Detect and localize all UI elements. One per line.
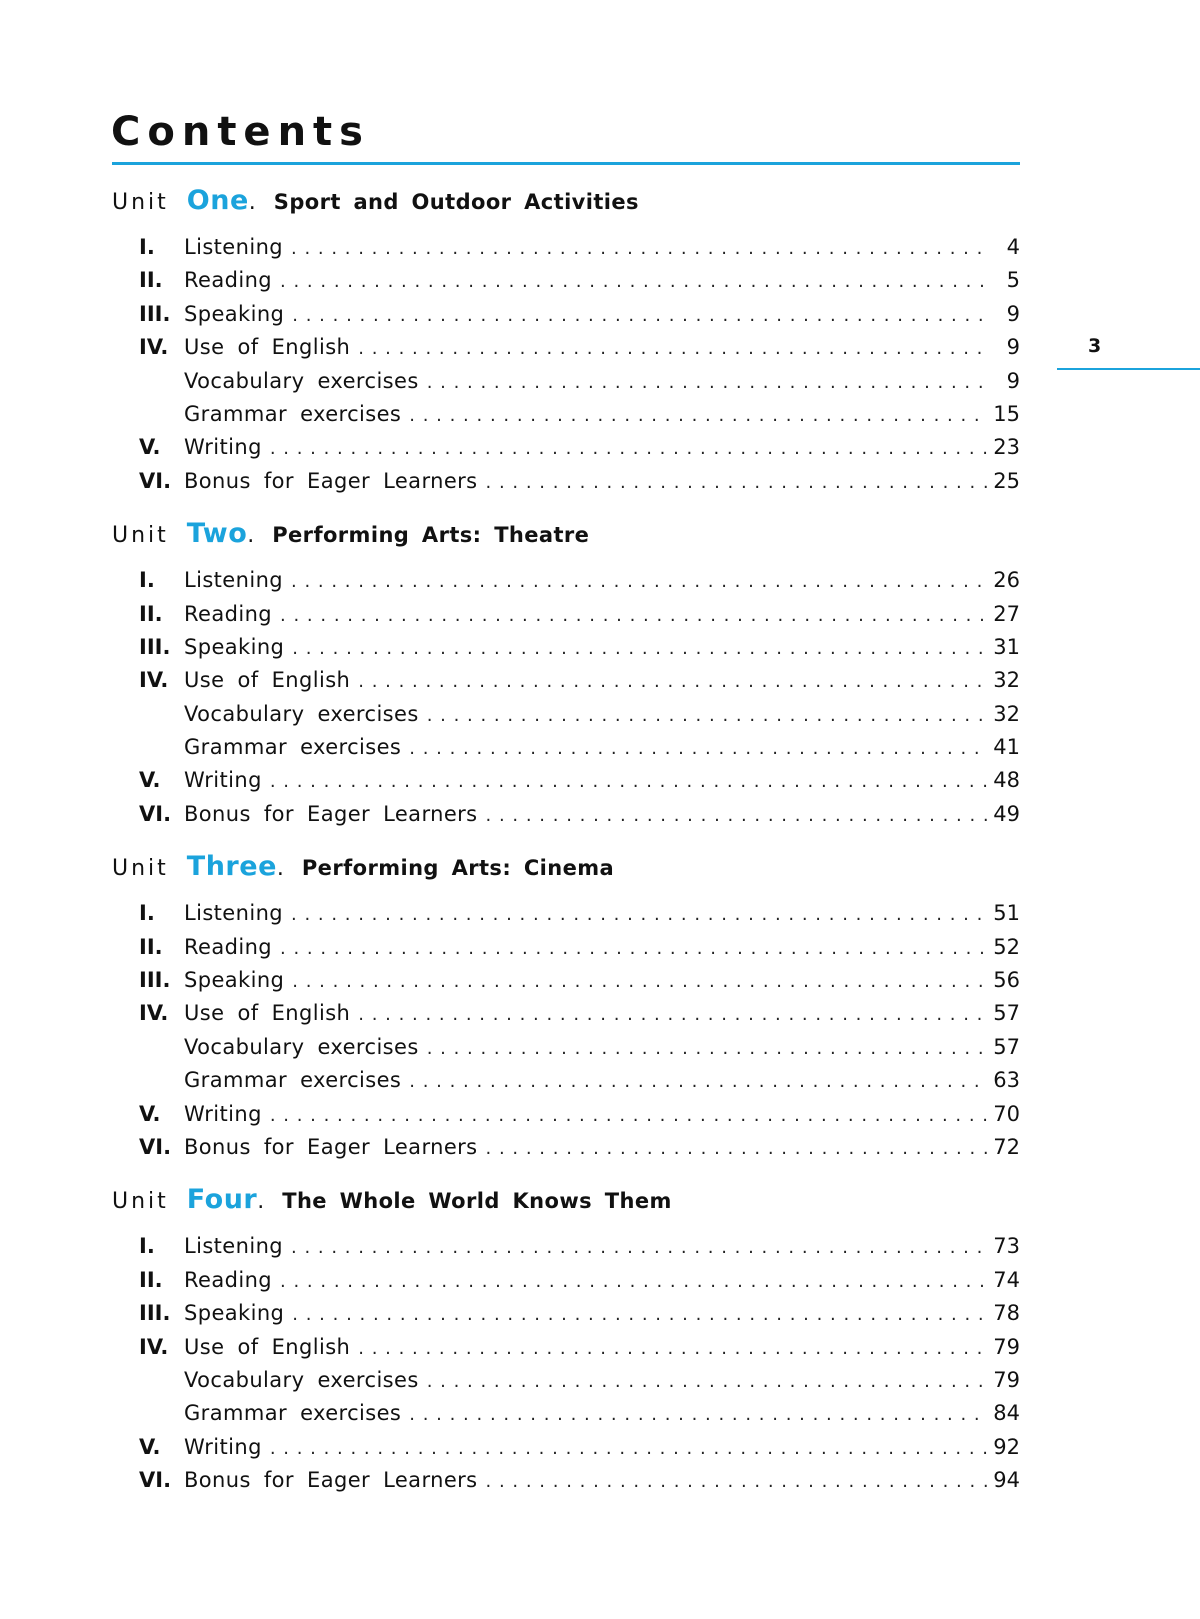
entry-page-number: 57: [993, 1001, 1020, 1026]
entry-page-number: 32: [993, 701, 1020, 726]
dot-leader: [409, 399, 987, 432]
entry-label: Writing: [184, 435, 262, 460]
entry-label: Listening: [184, 901, 284, 926]
entry-page-number: 78: [993, 1301, 1020, 1326]
unit-heading: [112, 165, 1020, 231]
section-numeral: VI.: [139, 1468, 172, 1493]
toc-entry[interactable]: [112, 564, 1020, 597]
unit-title: Performing Arts: Theatre: [272, 523, 590, 548]
entry-label: Use of English: [184, 335, 351, 360]
units-list: [112, 165, 1020, 1498]
unit-word: Unit: [112, 190, 169, 215]
page-number-divider: [1057, 368, 1200, 370]
entry-page-number: 9: [1006, 368, 1020, 393]
entries-list: [112, 1230, 1020, 1497]
entry-label: Use of English: [184, 1001, 351, 1026]
dot-leader: [292, 299, 988, 332]
entry-page-number: 73: [993, 1234, 1020, 1259]
entry-page-number: 57: [993, 1034, 1020, 1059]
dot-leader: [270, 1099, 987, 1132]
dot-leader: [291, 232, 988, 265]
dot-leader: [486, 1465, 988, 1498]
entry-label: Speaking: [184, 1301, 285, 1326]
unit-word: Unit: [112, 856, 169, 882]
dot-leader: [291, 898, 987, 931]
entry-page-number: 63: [993, 1068, 1020, 1093]
dot-leader: [270, 432, 987, 465]
entry-label: Vocabulary exercises: [184, 368, 419, 393]
dot-leader: [486, 466, 988, 499]
section-numeral: IV.: [139, 1001, 169, 1026]
dot-leader: [270, 765, 987, 798]
entry-page-number: 49: [993, 801, 1020, 826]
unit-section: [112, 165, 1020, 498]
dot-leader: [427, 1032, 988, 1065]
dot-leader: [409, 1398, 987, 1431]
entry-page-number: 72: [993, 1134, 1020, 1159]
toc-entry[interactable]: [112, 398, 1020, 431]
unit-heading: [112, 498, 1020, 564]
entry-page-number: 70: [993, 1101, 1020, 1126]
section-numeral: IV.: [139, 335, 169, 360]
dot-leader: [292, 1298, 987, 1331]
toc-entry[interactable]: [112, 264, 1020, 297]
toc-entry[interactable]: [112, 764, 1020, 797]
entry-label: Listening: [184, 235, 284, 259]
dot-leader: [291, 565, 987, 598]
entry-label: Writing: [184, 1434, 262, 1459]
unit-heading: [112, 831, 1020, 897]
section-numeral: II.: [139, 934, 163, 959]
entry-label: Listening: [184, 568, 284, 593]
entry-label: Speaking: [184, 301, 285, 326]
toc-entry[interactable]: [112, 1431, 1020, 1464]
section-numeral: IV.: [139, 668, 169, 693]
unit-dot: .: [276, 856, 284, 882]
dot-leader: [280, 1265, 987, 1298]
section-numeral: II.: [139, 1267, 163, 1292]
entry-label: Reading: [184, 601, 273, 626]
toc-entry[interactable]: [112, 698, 1020, 731]
entry-page-number: 9: [1006, 335, 1020, 360]
dot-leader: [280, 599, 987, 632]
entry-label: Vocabulary exercises: [184, 1034, 419, 1059]
entry-label: Bonus for Eager Learners: [184, 468, 478, 493]
entry-page-number: 74: [993, 1267, 1020, 1292]
unit-number: Three: [186, 851, 277, 883]
entry-page-number: 5: [1006, 268, 1020, 293]
entry-label: Grammar exercises: [184, 1068, 402, 1093]
toc-entry[interactable]: [112, 997, 1020, 1030]
toc-entry[interactable]: [112, 1064, 1020, 1097]
section-numeral: V.: [139, 1101, 161, 1126]
entry-page-number: 52: [993, 934, 1020, 959]
entry-label: Vocabulary exercises: [184, 701, 419, 726]
toc-entry[interactable]: [112, 1230, 1020, 1263]
unit-section: [112, 1164, 1020, 1497]
entries-list: [112, 231, 1020, 498]
toc-entry[interactable]: [112, 298, 1020, 331]
dot-leader: [358, 1332, 987, 1365]
dot-leader: [427, 1365, 988, 1398]
section-numeral: III.: [139, 301, 171, 326]
toc-entry[interactable]: [112, 465, 1020, 498]
dot-leader: [270, 1432, 987, 1465]
toc-entry[interactable]: [112, 1364, 1020, 1397]
entry-page-number: 51: [993, 901, 1020, 926]
unit-dot: .: [247, 523, 255, 549]
entry-label: Use of English: [184, 1334, 351, 1359]
dot-leader: [409, 1065, 987, 1098]
entry-page-number: 92: [993, 1434, 1020, 1459]
dot-leader: [292, 632, 987, 665]
entry-page-number: 32: [993, 668, 1020, 693]
section-numeral: I.: [139, 568, 155, 593]
toc-entry[interactable]: [112, 1098, 1020, 1131]
entry-page-number: 25: [993, 468, 1020, 493]
entry-label: Reading: [184, 268, 273, 293]
entry-page-number: 79: [993, 1367, 1020, 1392]
toc-entry[interactable]: [112, 231, 1020, 264]
entry-label: Bonus for Eager Learners: [184, 1468, 478, 1493]
page-number: 3: [1088, 335, 1102, 357]
toc-entry[interactable]: [112, 631, 1020, 664]
dot-leader: [427, 366, 988, 399]
entry-label: Grammar exercises: [184, 1401, 402, 1426]
entry-label: Listening: [184, 1234, 284, 1259]
entry-page-number: 94: [993, 1468, 1020, 1493]
toc-entry[interactable]: [112, 964, 1020, 997]
section-numeral: III.: [139, 968, 171, 993]
section-numeral: V.: [139, 435, 161, 460]
unit-title: The Whole World Knows Them: [282, 1189, 672, 1214]
entries-list: [112, 564, 1020, 831]
entry-label: Writing: [184, 768, 262, 793]
page-title: Contents: [111, 109, 370, 155]
unit-heading: [112, 1164, 1020, 1230]
toc-entry[interactable]: [112, 1131, 1020, 1164]
entry-page-number: 84: [993, 1401, 1020, 1426]
dot-leader: [292, 965, 987, 998]
entry-page-number: 26: [993, 568, 1020, 593]
entry-label: Vocabulary exercises: [184, 1367, 419, 1392]
entry-page-number: 56: [993, 968, 1020, 993]
unit-number: Two: [186, 518, 248, 550]
toc-entry[interactable]: [112, 1331, 1020, 1364]
entry-page-number: 48: [993, 768, 1020, 793]
unit-title: Sport and Outdoor Activities: [273, 190, 639, 214]
unit-title: Performing Arts: Cinema: [301, 856, 615, 881]
toc-entry[interactable]: [112, 331, 1020, 364]
section-numeral: IV.: [139, 1334, 169, 1359]
dot-leader: [358, 665, 987, 698]
unit-word: Unit: [112, 523, 169, 549]
dot-leader: [409, 732, 987, 765]
entry-label: Speaking: [184, 634, 285, 659]
dot-leader: [486, 1132, 988, 1165]
toc-entry[interactable]: [112, 1264, 1020, 1297]
dot-leader: [291, 1231, 987, 1264]
toc-entry[interactable]: [112, 897, 1020, 930]
section-numeral: VI.: [139, 1134, 172, 1159]
entry-page-number: 4: [1006, 235, 1020, 259]
section-numeral: I.: [139, 1234, 155, 1259]
entry-label: Writing: [184, 1101, 262, 1126]
dot-leader: [280, 265, 988, 298]
entry-page-number: 79: [993, 1334, 1020, 1359]
section-numeral: III.: [139, 634, 171, 659]
section-numeral: V.: [139, 768, 161, 793]
entry-label: Bonus for Eager Learners: [184, 1134, 478, 1159]
toc-entry[interactable]: [112, 365, 1020, 398]
toc-entry[interactable]: [112, 731, 1020, 764]
unit-section: [112, 831, 1020, 1164]
toc-entry[interactable]: [112, 931, 1020, 964]
entry-label: Use of English: [184, 668, 351, 693]
section-numeral: I.: [139, 235, 155, 259]
toc-entry[interactable]: [112, 598, 1020, 631]
unit-dot: .: [257, 1189, 265, 1215]
unit-section: [112, 498, 1020, 831]
toc-entry[interactable]: [112, 1397, 1020, 1430]
section-numeral: VI.: [139, 801, 172, 826]
entry-label: Bonus for Eager Learners: [184, 801, 478, 826]
unit-number: One: [186, 185, 249, 216]
section-numeral: II.: [139, 268, 163, 293]
section-numeral: V.: [139, 1434, 161, 1459]
toc-entry[interactable]: [112, 1464, 1020, 1497]
dot-leader: [280, 932, 987, 965]
entry-page-number: 41: [993, 735, 1020, 760]
section-numeral: VI.: [139, 468, 172, 493]
entry-label: Reading: [184, 1267, 273, 1292]
section-numeral: I.: [139, 901, 155, 926]
entry-page-number: 27: [993, 601, 1020, 626]
toc-entry[interactable]: [112, 798, 1020, 831]
toc-entry[interactable]: [112, 664, 1020, 697]
entry-label: Speaking: [184, 968, 285, 993]
dot-leader: [427, 699, 988, 732]
section-numeral: III.: [139, 1301, 171, 1326]
entry-page-number: 9: [1006, 301, 1020, 326]
dot-leader: [486, 799, 988, 832]
entry-page-number: 15: [993, 401, 1020, 426]
entry-label: Grammar exercises: [184, 401, 402, 426]
toc-entry[interactable]: [112, 431, 1020, 464]
entry-page-number: 23: [993, 435, 1020, 460]
toc-entry[interactable]: [112, 1297, 1020, 1330]
contents-page: [112, 108, 1020, 1498]
entry-label: Grammar exercises: [184, 735, 402, 760]
section-numeral: II.: [139, 601, 163, 626]
toc-entry[interactable]: [112, 1031, 1020, 1064]
dot-leader: [358, 998, 987, 1031]
entries-list: [112, 897, 1020, 1164]
unit-dot: .: [248, 190, 256, 215]
unit-number: Four: [186, 1184, 258, 1216]
entry-label: Reading: [184, 934, 273, 959]
dot-leader: [358, 332, 988, 365]
entry-page-number: 31: [993, 634, 1020, 659]
unit-word: Unit: [112, 1189, 169, 1215]
